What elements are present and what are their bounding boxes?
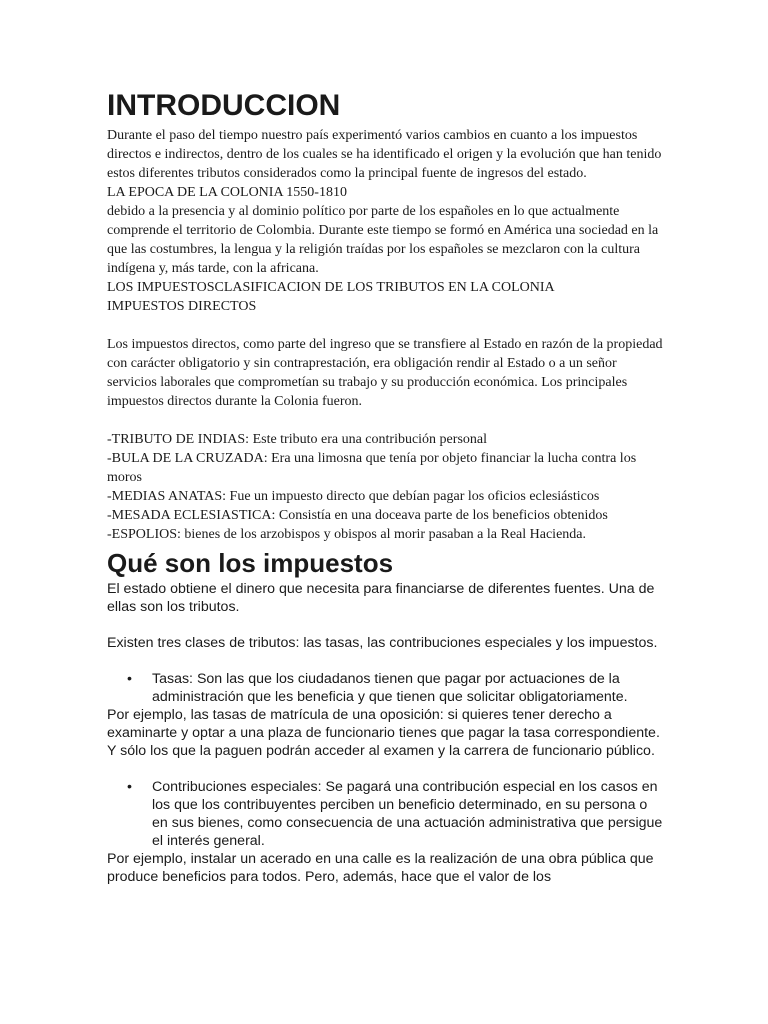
bullet-contribuciones [127,778,667,850]
introduccion-section [107,126,667,544]
contribuciones-example-paragraph: Por ejemplo, instalar un acerado en una calle es la realización de una obra pública que produce beneficios para todos. Pero, además, hace que el valor de los [107,851,654,885]
tributos-paragraph: Existen tres clases de tributos: las tasas, las contribuciones especiales y los impuestos. [107,635,658,651]
epoca-colonia-heading: LA EPOCA DE LA COLONIA 1550-1810 [107,185,347,200]
contribuciones-text: Contribuciones especiales: Se pagará una contribución especial en los casos en los que los contribuyentes perciben un beneficio determinado, en su persona o en sus bienes, como consecuencia de una actuación administrativa que persigue el interés general. [152,779,663,849]
bullet-dot: • [127,779,132,795]
list-item: -BULA DE LA CRUZADA: Era una limosna que tenía por objeto financiar la lucha contra los moros [107,451,637,485]
bullet-tasas [127,670,667,706]
que-son-impuestos-heading: Qué son los impuestos [107,548,394,578]
tasas-example-paragraph: Por ejemplo, las tasas de matrícula de una oposición: si quieres tener derecho a examinarte y optar a una plaza de funcionario tienes que pagar la tasa correspondiente. Y sólo los que la paguen podrán acceder al examen y la carrera de funcionario público. [107,707,660,759]
list-item: -MESADA ECLESIASTICA: Consistía en una doceava parte de los beneficios obtenidos [107,508,608,523]
impuestos-paragraph: El estado obtiene el dinero que necesita para financiarse de diferentes fuentes. Una de ellas son los tributos. [107,581,655,615]
impuestos-section [107,580,667,886]
introduccion-heading: INTRODUCCION [107,89,341,122]
impuestos-directos-heading: IMPUESTOS DIRECTOS [107,299,257,314]
tasas-text: Tasas: Son las que los ciudadanos tienen que pagar por actuaciones de la administración que les beneficia y que tienen que solicitar obligatoriamente. [152,671,628,705]
intro-paragraph: Durante el paso del tiempo nuestro país experimentó varios cambios en cuanto a los impuestos directos e indirectos, dentro de los cuales se ha identificado el origen y la evolución que han tenido estos diferentes tributos considerados como la principal fuente de ingresos del estado. [107,128,662,181]
epoca-paragraph: debido a la presencia y al dominio político por parte de los españoles en lo que actualmente comprende el territorio de Colombia. Durante este tiempo se formó en América una sociedad en la que las costumbres, la lengua y la religión traídas por los españoles se mezclaron con la cultura indígena y, más tarde, con la africana. [107,204,659,276]
impuestos-directos-paragraph: Los impuestos directos, como parte del ingreso que se transfiere al Estado en razón de la propiedad con carácter obligatorio y sin contraprestación, era obligación rendir al Estado o a un señor servicios laborales que comprometían su trabajo y su producción económica. Los principales impuestos directos durante la Colonia fueron. [107,337,663,409]
clasificacion-heading: LOS IMPUESTOSCLASIFICACION DE LOS TRIBUTOS EN LA COLONIA [107,280,555,295]
document-page [107,88,667,886]
list-item: -MEDIAS ANATAS: Fue un impuesto directo que debían pagar los oficios eclesiásticos [107,489,600,504]
list-item: -ESPOLIOS: bienes de los arzobispos y obispos al morir pasaban a la Real Hacienda. [107,527,587,542]
list-item: -TRIBUTO DE INDIAS: Este tributo era una contribución personal [107,432,487,447]
bullet-dot: • [127,671,132,687]
